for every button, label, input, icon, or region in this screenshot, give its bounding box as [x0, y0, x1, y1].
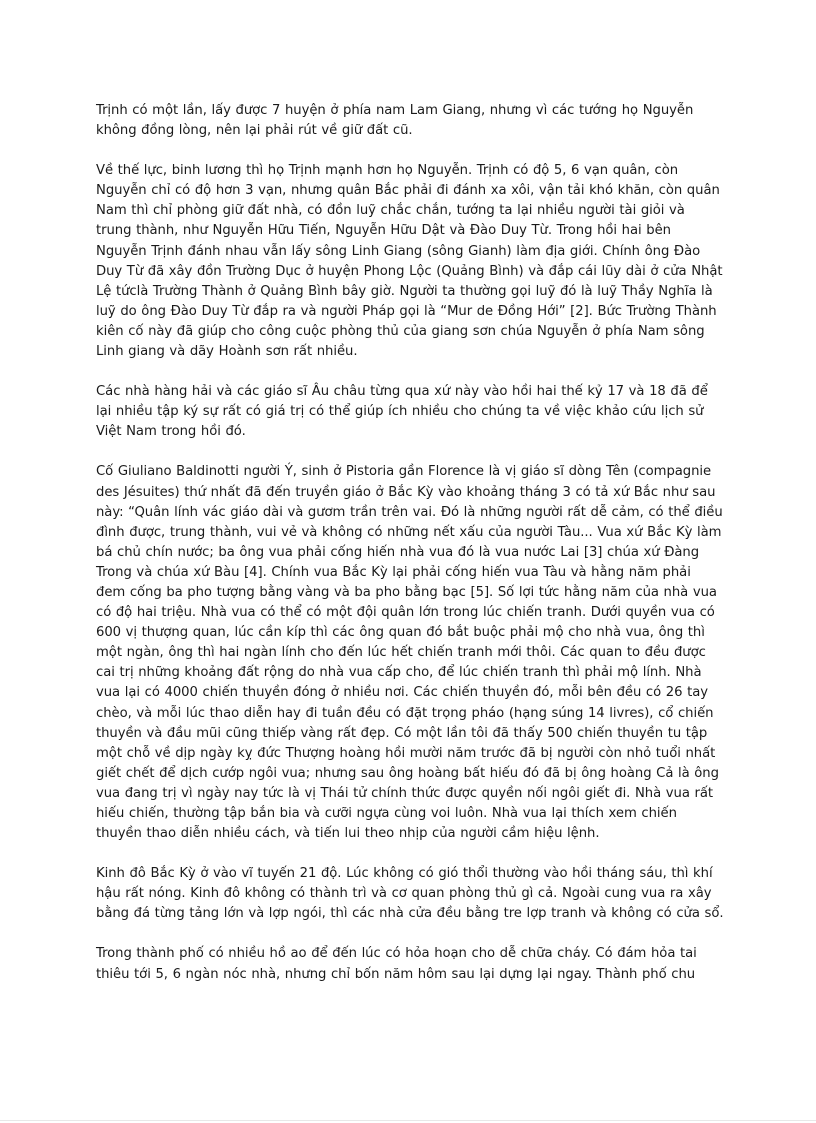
- paragraph-3: Các nhà hàng hải và các giáo sĩ Âu châu từng qua xứ này vào hồi hai thế kỷ 17 và 18 đã để lại nhiều tập ký sự rất có giá trị có thể giúp ích nhiều cho chúng ta về việc khảo cứu lịch sử Việt Nam trong hồi đó.: [96, 384, 708, 440]
- paragraph-5: Kinh đô Bắc Kỳ ở vào vĩ tuyến 21 độ. Lúc không có gió thổi thường vào hồi tháng sáu, thì khí hậu rất nóng. Kinh đô không có thành trì và cơ quan phòng thủ gì cả. Ngoài cung vua ra xây bằng đá từng tảng lớn và lợp ngói, thì các nhà cửa đều bằng tre lợp tranh và không có cửa sổ.: [96, 866, 724, 922]
- paragraph-1: Trịnh có một lần, lấy được 7 huyện ở phía nam Lam Giang, nhưng vì các tướng họ Nguyễn không đồng lòng, nên lại phải rút về giữ đất cũ.: [96, 103, 694, 139]
- page-bottom-divider: [0, 1120, 816, 1121]
- document-body: [96, 101, 724, 1005]
- paragraph-2: Về thế lực, binh lương thì họ Trịnh mạnh hơn họ Nguyễn. Trịnh có độ 5, 6 vạn quân, còn Nguyễn chỉ có độ hơn 3 vạn, nhưng quân Bắc phải đi đánh xa xôi, vận tải khó khăn, còn quân Nam thì chỉ phòng giữ đất nhà, có đồn luỹ chắc chắn, tướng ta lại nhiều người tài giỏi và trung thành, như Nguyễn Hữu Tiến, Nguyễn Hữu Dật và Đào Duy Từ. Trong hồi hai bên Nguyễn Trịnh đánh nhau vẫn lấy sông Linh Giang (sông Gianh) làm địa giới. Chính ông Đào Duy Từ đã xây đồn Trường Dục ở huyện Phong Lộc (Quảng Bình) và đắp cái lũy dài ở cửa Nhật Lệ tứclà Trường Thành ở Quảng Bình bây giờ. Người ta thường gọi luỹ đó là luỹ Thầy Nghĩa là luỹ do ông Đào Duy Từ đắp ra và người Pháp gọi là “Mur de Đồng Hới” [2]. Bức Trường Thành kiên cố này đã giúp cho công cuộc phòng thủ của giang sơn chúa Nguyễn ở phía Nam sông Linh giang và dãy Hoành sơn rất nhiều.: [96, 163, 723, 360]
- paragraph-6: Trong thành phố có nhiều hồ ao để đến lúc có hỏa hoạn cho dễ chữa cháy. Có đám hỏa tai thiêu tới 5, 6 ngàn nóc nhà, nhưng chỉ bốn năm hôm sau lại dựng lại ngay. Thành phố chu: [96, 946, 697, 982]
- paragraph-4: Cố Giuliano Baldinotti người Ý, sinh ở Pistoria gần Florence là vị giáo sĩ dòng Tên (compagnie des Jésuites) thứ nhất đã đến truyền giáo ở Bắc Kỳ vào khoảng tháng 3 có tả xứ Bắc như sau này: “Quân lính vác giáo dài và gươm trần trên vai. Đó là những người rất dễ cảm, có thể điều đình được, trung thành, vui vẻ và không có những nết xấu của người Tàu... Vua xứ Bắc Kỳ làm bá chủ chín nước; ba ông vua phải cống hiến nhà vua đó là vua nước Lai [3] chúa xứ Đàng Trong và chúa xứ Bàu [4]. Chính vua Bắc Kỳ lại phải cống hiến vua Tàu và hằng năm phải đem cống ba pho tượng bằng vàng và ba pho bằng bạc [5]. Số lợi tức hằng năm của nhà vua có độ hai triệu. Nhà vua có thể có một đội quân lớn trong lúc chiến tranh. Dưới quyền vua có 600 vị thượng quan, lúc cần kíp thì các ông quan đó bắt buộc phải mộ cho nhà vua, ông thì một ngàn, ông thì hai ngàn lính cho đến lúc hết chiến tranh mới thôi. Các quan to đều được cai trị những khoảng đất rộng do nhà vua cấp cho, để lúc chiến tranh thì phải mộ lính. Nhà vua lại có 4000 chiến thuyền đóng ở nhiều nơi. Các chiến thuyền đó, mỗi bên đều có 26 tay chèo, và mỗi lúc thao diễn hay đi tuần đều có đặt trọng pháo (hạng súng 14 livres), cổ chiến thuyền và đầu mũi cũng thiếp vàng rất đẹp. Có một lần tôi đã thấy 500 chiến thuyền tu tập một chỗ về dịp ngày kỵ đức Thượng hoàng hồi mười năm trước đã bị người còn nhỏ tuổi nhất giết chết để dịch cướp ngôi vua; nhưng sau ông hoàng bất hiếu đó đã bị ông hoàng Cả là ông vua đang trị vì ngày nay tức là vị Thái tử chính thức được quyền nối ngôi giết đi. Nhà vua rất hiếu chiến, thường tập bắn bia và cưỡi ngựa cùng voi luôn. Nhà vua lại thích xem chiến thuyền thao diễn nhiều cách, và tiến lui theo nhịp của người cầm hiệu lệnh.: [96, 464, 723, 842]
